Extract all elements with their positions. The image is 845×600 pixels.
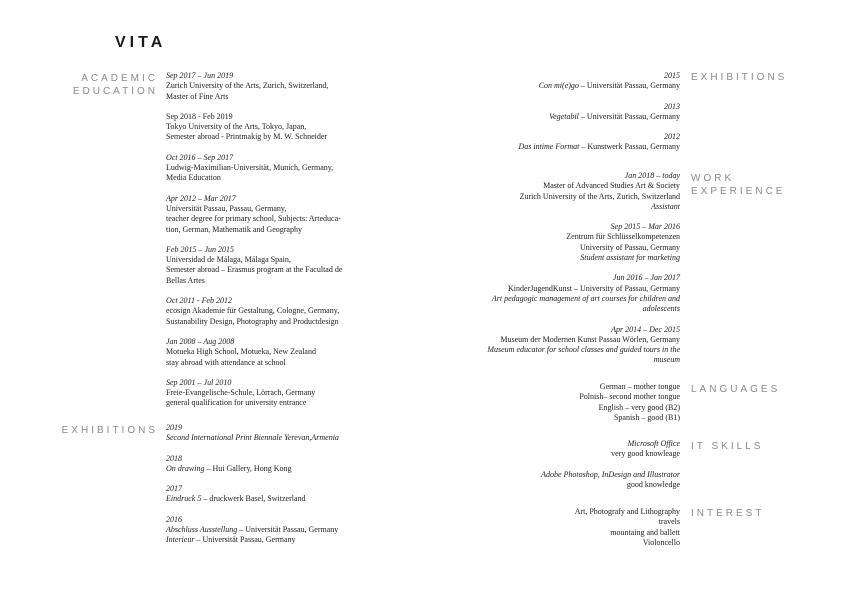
exhibition-entry (166, 515, 386, 546)
work-line: Master of Advanced Studies Art & Society (543, 181, 680, 191)
it-skill-entry (470, 470, 680, 491)
exhibition-line (470, 112, 680, 122)
exhibition-title: Vegetabil (549, 111, 579, 121)
education-entry (166, 71, 366, 102)
language-name: Polnish (579, 392, 604, 402)
section-work-line1: WORK (691, 173, 735, 184)
it-tool: Microsoft Office (627, 439, 680, 448)
work-date: Jan 2018 – today (624, 171, 680, 180)
language-name: English (598, 402, 624, 412)
exhibition-line (166, 535, 386, 545)
it-skills-list (470, 439, 680, 500)
entry-line: Master of Fine Arts (166, 91, 229, 101)
language-level: – mother tongue (625, 382, 680, 391)
entry-line: general qualification for university entrance (166, 398, 307, 408)
exhibition-title: On drawing (166, 463, 205, 473)
exhibition-venue: – Universität Passau, Germany (237, 525, 339, 535)
entry-line: teacher degree for primary school, Subjects: Arteduca- (166, 214, 341, 224)
entry-date: Apr 2012 – Mar 2017 (166, 193, 236, 203)
language-level: – second mother tongue (603, 392, 680, 402)
entry-line: Semester abroad – Erasmus program at the Facultad de (166, 265, 343, 275)
exhibition-title: Interieur (166, 535, 195, 545)
section-it-skills: IT SKILLS (691, 441, 764, 452)
languages-list (470, 382, 680, 423)
work-role: Museum educator for school classes and guided tours in the (487, 345, 680, 355)
entry-date: Sep 2017 – Jun 2019 (166, 71, 234, 80)
section-languages: LANGUAGES (691, 384, 781, 395)
entry-date: Oct 2016 – Sep 2017 (166, 152, 234, 162)
work-role: adolescents (642, 304, 680, 314)
section-work-line2: EXPERIENCE (691, 186, 786, 197)
entry-line: Zurich University of the Arts, Zurich, Switzerland, (166, 81, 329, 91)
entry-date: Sep 2018 - Feb 2019 (166, 111, 233, 121)
work-line: KinderJugendKunst – University of Passau, Germany (508, 283, 680, 293)
exhibition-entry (166, 484, 386, 505)
entry-line: Universität Passau, Passau, Germany, (166, 203, 287, 213)
work-entry (470, 325, 680, 366)
entry-line: Semester abroad - Printmakig by M. W. Schneider (166, 132, 328, 142)
entry-line: stay abroad with attendance at school (166, 357, 286, 367)
education-entry (166, 245, 366, 286)
work-list (470, 171, 680, 376)
work-line: Zentrum für Schlüsselkompetenzen (566, 232, 680, 242)
language-name: German (599, 382, 626, 391)
entry-line: Sustanability Design, Photography and Productdesign (166, 316, 339, 326)
exhibition-venue: – Universität Passau, Germany (578, 111, 680, 121)
interest-item: mountaing and ballett (610, 527, 680, 537)
section-interest: INTEREST (691, 508, 765, 519)
exhibition-entry (470, 71, 680, 92)
interests-list (470, 507, 680, 548)
language-name: Spanish (613, 412, 640, 422)
it-skill-entry (470, 439, 680, 460)
work-role: Student assistant for marketing (580, 253, 680, 263)
exhibition-venue: – Universität Passau, Germany (194, 535, 296, 545)
it-tool: Adobe Photoshop, InDesign and Illustrator (541, 469, 680, 479)
exhibition-year: 2016 (166, 514, 182, 524)
exhibitions-right-list (470, 71, 680, 163)
entry-line: Tokyo University of the Arts, Tokyo, Japan, (166, 122, 307, 132)
education-entry (166, 112, 366, 143)
language-item (470, 403, 680, 413)
exhibition-year: 2012 (664, 132, 680, 142)
section-work-experience (691, 172, 785, 198)
work-entry (470, 171, 680, 212)
exhibition-title: Con mi(e)go (538, 81, 579, 91)
section-exhibitions-left: EXHIBITIONS (61, 425, 158, 436)
entry-line: Motueka High School, Motueka, New Zealand (166, 347, 316, 357)
interest-item: Violoncello (642, 537, 680, 547)
language-level: – very good (B2) (623, 402, 680, 412)
exhibition-line (166, 433, 386, 443)
education-entry (166, 378, 366, 409)
entry-date: Oct 2011 - Feb 2012 (166, 296, 233, 306)
exhibition-year: 2018 (166, 453, 182, 463)
language-level: – good (B1) (639, 412, 680, 422)
entry-line: Bellas Artes (166, 275, 205, 285)
exhibition-venue: – druckwerk Basel, Switzerland (201, 494, 306, 504)
entry-line: Universidad de Málaga, Málaga Spain, (166, 255, 291, 265)
exhibition-title: Second International Print Biennale Yerevan,Armenia (166, 433, 339, 443)
education-entry (166, 194, 366, 235)
work-line: University of Passau, Germany (580, 242, 680, 252)
exhibition-line (166, 464, 386, 474)
section-academic-education-line2: EDUCATION (72, 86, 158, 97)
entry-line: ecosign Akademie für Gestaltung, Cologne, Germany, (166, 306, 340, 316)
exhibition-year: 2013 (664, 101, 680, 111)
exhibition-title: Eindruck 5 (166, 494, 202, 504)
exhibition-entry (470, 132, 680, 153)
work-line: Zurich University of the Arts, Zurich, Switzerland (519, 191, 680, 201)
exhibition-year: 2015 (664, 71, 680, 80)
work-date: Jun 2016 – Jan 2017 (612, 273, 680, 283)
education-entry (166, 153, 366, 184)
it-level: very good knowleage (611, 449, 680, 459)
language-item (470, 382, 680, 392)
work-date: Apr 2014 – Dec 2015 (611, 324, 680, 334)
exhibition-entry (166, 423, 386, 444)
entry-date: Sep 2001 – Jul 2010 (166, 377, 232, 387)
exhibition-venue: – Kunstwerk Passau, Germany (579, 142, 680, 152)
exhibition-venue: – Universität Passau, Germany (578, 81, 680, 91)
entry-line: Media Education (166, 173, 221, 183)
exhibition-line (166, 525, 386, 535)
exhibition-line (470, 142, 680, 152)
exhibition-line (470, 81, 680, 91)
interest-item: travels (658, 517, 680, 527)
education-entry (166, 296, 366, 327)
section-exhibitions-right: EXHIBITIONS (691, 72, 788, 83)
interest-item: Art, Photografy and Lithography (574, 507, 680, 516)
work-entry (470, 273, 680, 314)
section-academic-education-line1: ACADEMIC (81, 73, 158, 84)
language-item (470, 392, 680, 402)
entry-date: Jan 2008 – Aug 2008 (166, 336, 235, 346)
exhibition-venue: – Hui Gallery, Hong Kong (204, 463, 292, 473)
exhibition-entry (470, 102, 680, 123)
entry-line: Ludwig-Maximilian-Universität, Munich, Germany, (166, 163, 334, 173)
exhibition-title: Das intime Format (518, 142, 580, 152)
work-role: Assistant (651, 201, 680, 211)
entry-line: Freie-Evangelische-Schule, Lörrach, Germany (166, 388, 316, 398)
exhibition-line (166, 494, 386, 504)
exhibition-entry (166, 454, 386, 475)
work-role: museum (653, 355, 680, 365)
page-title: VITA (115, 34, 167, 51)
entry-line: tion, German, Mathematik and Geography (166, 224, 302, 234)
section-academic-education (60, 72, 158, 98)
exhibition-year: 2019 (166, 423, 182, 432)
exhibitions-left-list (166, 423, 386, 556)
entry-date: Feb 2015 – Jun 2015 (166, 244, 234, 254)
work-role: Art pedagogic management of art courses for children and (491, 293, 680, 303)
education-entry (166, 337, 366, 368)
it-level: good knowledge (626, 479, 680, 489)
exhibition-year: 2017 (166, 484, 182, 494)
work-line: Museum der Modernen Kunst Passau Wörlen, Germany (500, 334, 680, 344)
education-list (166, 71, 366, 419)
exhibition-title: Abschluss Ausstellung (166, 525, 238, 535)
work-entry (470, 222, 680, 263)
language-item (470, 413, 680, 423)
work-date: Sep 2015 – Mar 2016 (610, 222, 680, 232)
